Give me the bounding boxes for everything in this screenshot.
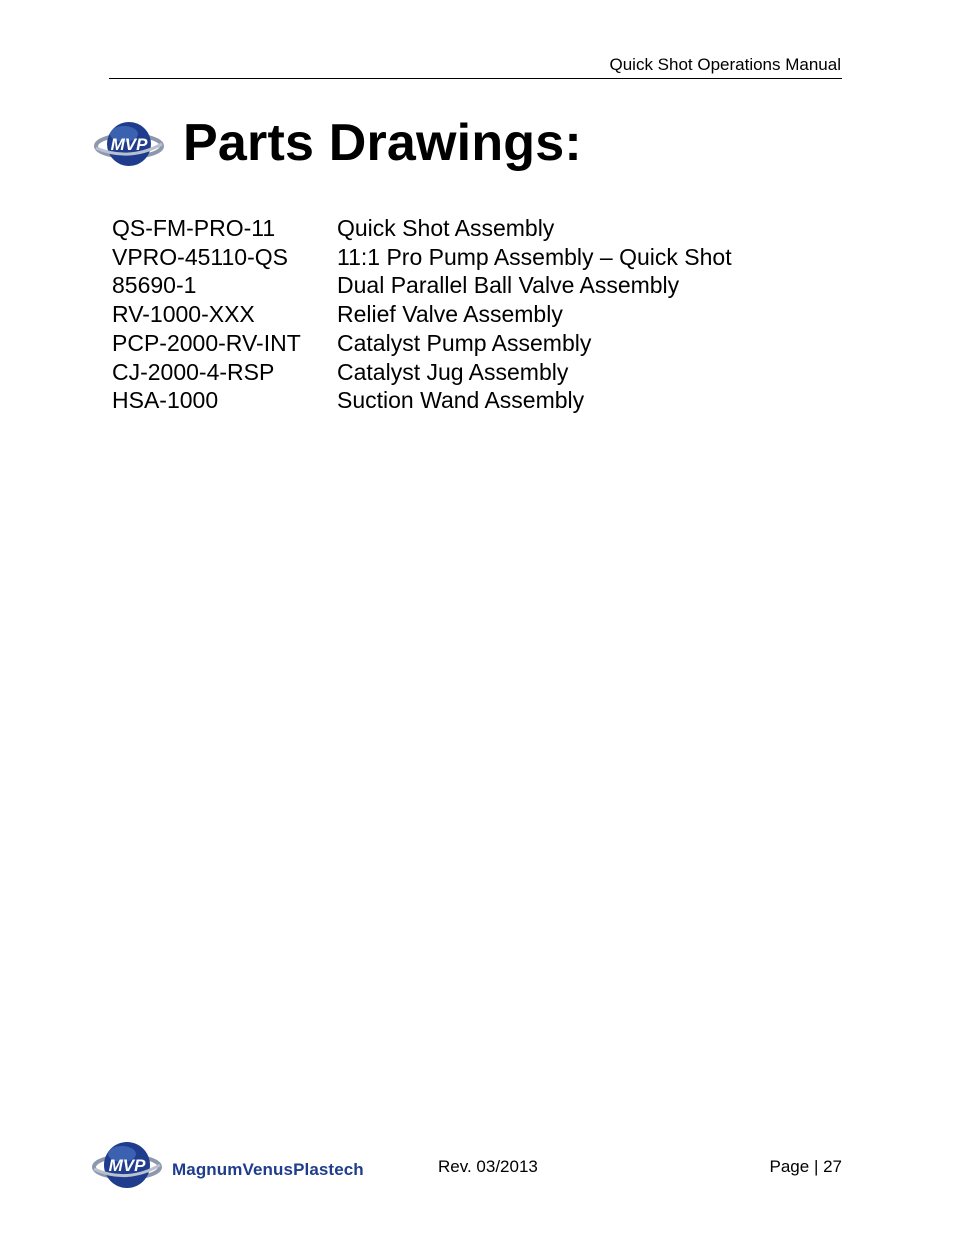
part-description: Catalyst Jug Assembly [337,358,569,385]
part-description: Quick Shot Assembly [337,215,555,241]
part-number: PCP-2000-RV-INT [112,329,301,356]
list-item [112,329,732,358]
part-description: Catalyst Pump Assembly [337,329,592,356]
mvp-logo-icon [94,114,164,174]
part-number: VPRO-45110-QS [112,243,288,270]
footer-brand-name: MagnumVenusPlastech [172,1160,364,1179]
list-item [112,214,732,243]
part-number: CJ-2000-4-RSP [112,358,275,385]
part-description: Relief Valve Assembly [337,301,563,328]
header-divider [109,78,842,79]
logo-lettering: MVP [110,135,148,154]
list-item [112,386,732,415]
list-item [112,243,732,272]
header-title: Quick Shot Operations Manual [609,55,841,74]
logo-lettering: MVP [108,1156,146,1175]
part-description: 11:1 Pro Pump Assembly – Quick Shot [337,243,732,270]
list-item [112,358,732,387]
part-number: 85690-1 [112,272,197,299]
page-title: Parts Drawings: [183,114,582,172]
part-number: HSA-1000 [112,387,219,414]
part-number: QS-FM-PRO-11 [112,215,276,241]
footer-mvp-logo-icon [92,1134,162,1196]
part-number: RV-1000-XXX [112,301,255,328]
list-item [112,300,732,329]
list-item [112,271,732,300]
part-description: Dual Parallel Ball Valve Assembly [337,272,680,299]
parts-list [112,214,732,415]
part-description: Suction Wand Assembly [337,387,585,414]
footer-page-number: Page | 27 [769,1157,842,1176]
footer-revision: Rev. 03/2013 [438,1157,538,1176]
